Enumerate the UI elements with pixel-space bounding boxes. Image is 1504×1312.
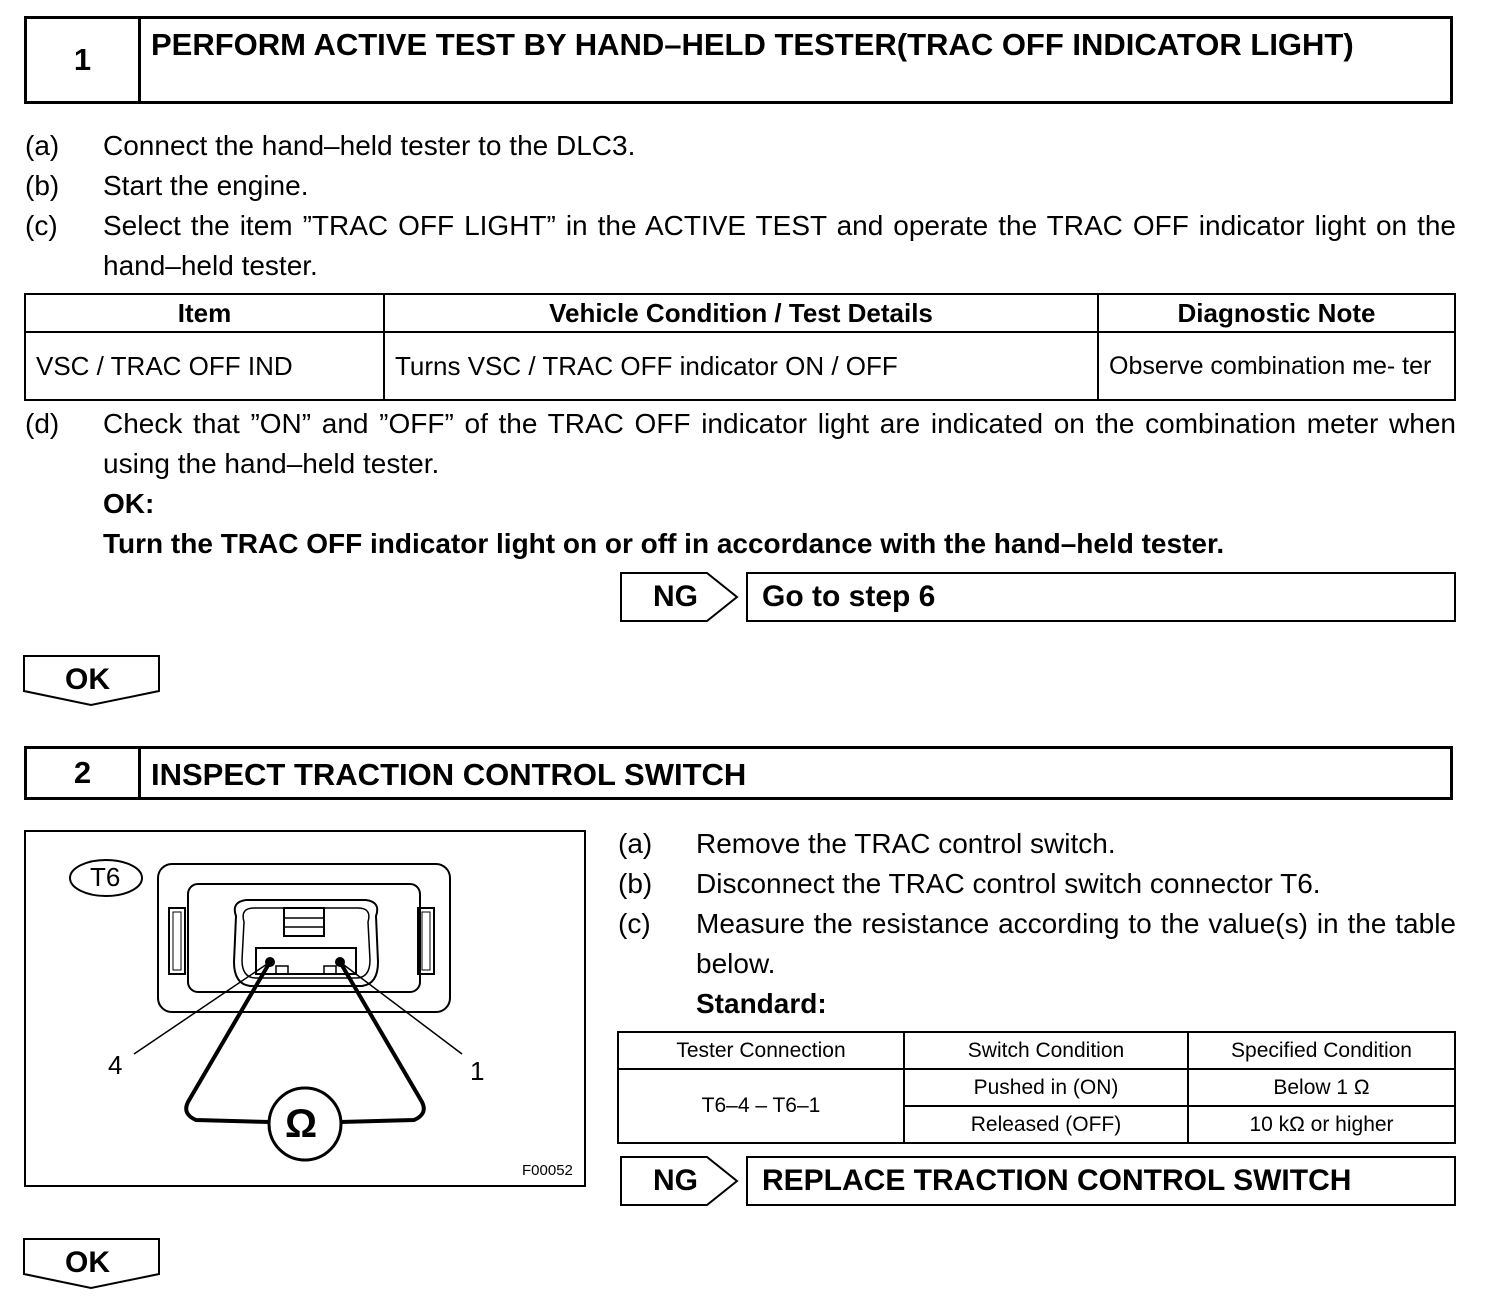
step-2-label-b: (b) bbox=[618, 868, 653, 899]
ng-label: NG bbox=[653, 580, 698, 613]
ng-target-text: Go to step 6 bbox=[762, 580, 936, 613]
connector-diagram bbox=[24, 830, 586, 1187]
ng-label: NG bbox=[653, 1164, 698, 1197]
table-row bbox=[25, 332, 1455, 400]
table-cell: T6–4 – T6–1 bbox=[618, 1069, 904, 1143]
table-header-cell: Switch Condition bbox=[904, 1032, 1188, 1069]
table-cell: Observe combination me- ter bbox=[1098, 332, 1455, 400]
table-cell: Pushed in (ON) bbox=[904, 1069, 1188, 1106]
ok-label: OK bbox=[65, 663, 110, 696]
table-header-cell: Specified Condition bbox=[1188, 1032, 1455, 1069]
table-row bbox=[618, 1069, 1455, 1106]
table-header-row bbox=[25, 294, 1455, 332]
step-1-text-c: Select the item ”TRAC OFF LIGHT” in the ACTIVE TEST and operate the TRAC OFF indicator light on the hand–held tester. bbox=[103, 210, 1456, 281]
ok-arrow bbox=[23, 655, 161, 707]
step-1-header bbox=[24, 16, 1453, 104]
ng-target-box bbox=[746, 572, 1456, 622]
ng-arrow bbox=[619, 571, 741, 623]
step-2-label-c: (c) bbox=[618, 908, 651, 939]
step-2-text-b: Disconnect the TRAC control switch connector T6. bbox=[696, 868, 1321, 899]
ng-arrow-2 bbox=[619, 1155, 741, 1207]
ng-target-text: REPLACE TRACTION CONTROL SWITCH bbox=[762, 1164, 1352, 1197]
table-cell: Below 1 Ω bbox=[1188, 1069, 1455, 1106]
step-1-number: 1 bbox=[27, 19, 141, 101]
step-1-text-b: Start the engine. bbox=[103, 170, 309, 201]
step-1-label-d: (d) bbox=[25, 408, 60, 439]
table-header-row bbox=[618, 1032, 1455, 1069]
ohm-meter-icon: Ω bbox=[285, 1102, 318, 1146]
step-2-label-a: (a) bbox=[618, 828, 653, 859]
standard-label: Standard: bbox=[696, 988, 827, 1019]
table-header-cell: Vehicle Condition / Test Details bbox=[384, 294, 1098, 332]
table-header-cell: Diagnostic Note bbox=[1098, 294, 1455, 332]
step-1-label-a: (a) bbox=[25, 130, 60, 161]
step-1-label-b: (b) bbox=[25, 170, 60, 201]
step-1-text-d: Check that ”ON” and ”OFF” of the TRAC OFF indicator light are indicated on the combination meter when using the hand–held tester. bbox=[103, 408, 1456, 479]
ok-label: OK bbox=[65, 1246, 110, 1279]
table-cell: Released (OFF) bbox=[904, 1106, 1188, 1143]
table-cell: 10 kΩ or higher bbox=[1188, 1106, 1455, 1143]
ok-heading: OK: bbox=[103, 488, 155, 519]
table-header-cell: Tester Connection bbox=[618, 1032, 904, 1069]
pin-label-left: 4 bbox=[108, 1050, 123, 1080]
step-2-title: INSPECT TRACTION CONTROL SWITCH bbox=[151, 757, 747, 792]
table-cell: VSC / TRAC OFF IND bbox=[25, 332, 384, 400]
active-test-table bbox=[24, 293, 1456, 401]
table-cell: Turns VSC / TRAC OFF indicator ON / OFF bbox=[384, 332, 1098, 400]
table-header-cell: Item bbox=[25, 294, 384, 332]
step-2-header bbox=[24, 746, 1453, 800]
step-2-text-c: Measure the resistance according to the value(s) in the table below. bbox=[696, 908, 1456, 979]
step-2-text-a: Remove the TRAC control switch. bbox=[696, 828, 1116, 859]
step-1-title: PERFORM ACTIVE TEST BY HAND–HELD TESTER(TRAC OFF INDICATOR LIGHT) bbox=[151, 27, 1354, 62]
step-2-number: 2 bbox=[27, 749, 141, 797]
ok-arrow-2 bbox=[23, 1238, 161, 1290]
pin-label-right: 1 bbox=[470, 1056, 485, 1086]
step-1-text-a: Connect the hand–held tester to the DLC3. bbox=[103, 130, 636, 161]
ng-target-box-2 bbox=[746, 1156, 1456, 1206]
connector-tag-label: T6 bbox=[90, 862, 121, 892]
step-1-label-c: (c) bbox=[25, 210, 58, 241]
figure-code: F00052 bbox=[522, 1162, 573, 1179]
ok-criteria: Turn the TRAC OFF indicator light on or off in accordance with the hand–held tester. bbox=[103, 528, 1225, 559]
resistance-spec-table bbox=[617, 1031, 1456, 1144]
